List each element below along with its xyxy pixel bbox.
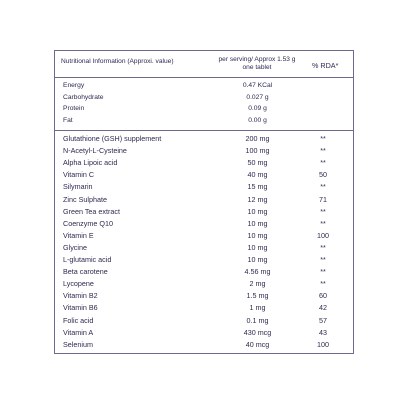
- nutrient-name: Beta carotene: [63, 267, 108, 277]
- nutrient-name: Protein: [63, 105, 85, 112]
- nutrient-name: Energy: [63, 82, 85, 89]
- nutrient-rda: **: [320, 267, 326, 277]
- nutrient-name: Glycine: [63, 242, 87, 252]
- nutrient-rda: 43: [319, 327, 327, 337]
- table-row: [55, 145, 353, 157]
- nutrient-rda: 42: [319, 303, 327, 313]
- nutrient-name: Glutathione (GSH) supplement: [63, 134, 162, 143]
- nutrient-rda: **: [320, 134, 326, 143]
- nutrient-amount: 1 mg: [249, 303, 266, 313]
- nutrient-rda: **: [320, 182, 326, 192]
- nutrient-amount: 200 mg: [245, 134, 270, 143]
- nutrient-name: N-Acetyl-L-Cysteine: [63, 146, 127, 156]
- table-row: [55, 242, 353, 254]
- nutrient-amount: 40 mcg: [245, 339, 270, 349]
- nutrient-rda: 100: [317, 339, 329, 349]
- table-row: [55, 181, 353, 193]
- nutrient-amount: 10 mg: [247, 242, 268, 252]
- nutrient-amount: 0.00 g: [248, 116, 267, 124]
- table-row: [55, 278, 353, 290]
- nutrient-name: Silymarin: [63, 182, 93, 192]
- header-serving-line2: one tablet: [242, 63, 272, 71]
- nutrient-amount: 10 mg: [247, 230, 268, 240]
- nutrient-name: L-glutamic acid: [63, 255, 112, 264]
- table-row: [55, 133, 353, 145]
- nutrient-amount: 1.5 mg: [246, 291, 269, 301]
- nutrient-name: Green Tea extract: [63, 206, 120, 216]
- nutrient-rda: 50: [319, 170, 327, 180]
- nutrient-name: Vitamin C: [63, 170, 95, 180]
- table-row: [55, 315, 353, 327]
- nutrient-amount: 2 mg: [249, 279, 266, 289]
- nutrient-rda: 57: [319, 315, 327, 325]
- nutrition-table: [54, 50, 354, 354]
- nutrient-amount: 12 mg: [247, 194, 268, 204]
- nutrient-rda: **: [320, 242, 326, 252]
- table-header: [55, 51, 353, 78]
- nutrient-name: Fat: [63, 116, 73, 124]
- nutrient-name: Selenium: [63, 339, 93, 349]
- nutrient-amount: 4.56 mg: [244, 267, 271, 277]
- nutrient-name: Lycopene: [63, 279, 94, 289]
- nutrient-rda: **: [320, 218, 326, 228]
- table-row: [55, 104, 353, 116]
- header-serving: [213, 56, 301, 71]
- nutrient-rda: **: [320, 158, 326, 168]
- nutrient-name: Vitamin B2: [63, 291, 98, 301]
- nutrient-amount: 10 mg: [247, 206, 268, 216]
- nutrient-name: Alpha Lipoic acid: [63, 158, 118, 168]
- header-serving-line1: per serving/ Approx 1.53 g: [218, 56, 296, 63]
- table-row: [55, 290, 353, 302]
- nutrient-name: Zinc Sulphate: [63, 194, 107, 204]
- nutrient-rda: **: [320, 279, 326, 289]
- table-row: [55, 302, 353, 314]
- nutrient-amount: 10 mg: [247, 255, 268, 264]
- nutrient-name: Coenzyme Q10: [63, 218, 113, 228]
- table-row: [55, 339, 353, 351]
- nutrient-rda: **: [320, 255, 326, 264]
- table-row: [55, 116, 353, 128]
- table-row: [55, 206, 353, 218]
- nutrient-name: Vitamin B6: [63, 303, 98, 313]
- table-row: [55, 327, 353, 339]
- nutrient-rda: **: [320, 146, 326, 156]
- table-row: [55, 218, 353, 230]
- table-row: [55, 93, 353, 105]
- nutrient-rda: 60: [319, 291, 327, 301]
- table-row: [55, 81, 353, 93]
- table-row: [55, 266, 353, 278]
- nutrient-amount: 0.027 g: [246, 93, 269, 101]
- nutrient-amount: 0.47 KCal: [242, 82, 273, 89]
- macros-section: [55, 78, 353, 131]
- table-row: [55, 169, 353, 181]
- nutrient-name: Folic acid: [63, 315, 94, 325]
- header-nutrient-name: Nutritional Information (Approxi. value): [61, 58, 174, 65]
- table-row: [55, 254, 353, 266]
- nutrient-amount: 100 mg: [245, 146, 270, 156]
- nutrient-name: Vitamin E: [63, 230, 94, 240]
- nutrient-amount: 430 mcg: [243, 327, 272, 337]
- nutrient-amount: 0.1 mg: [246, 315, 269, 325]
- table-row: [55, 194, 353, 206]
- nutrient-name: Carbohydrate: [63, 93, 104, 101]
- nutrient-amount: 40 mg: [247, 170, 268, 180]
- nutrient-rda: 100: [317, 230, 329, 240]
- nutrients-section: [55, 131, 353, 354]
- nutrient-amount: 10 mg: [247, 218, 268, 228]
- nutrient-amount: 15 mg: [247, 182, 268, 192]
- nutrient-amount: 50 mg: [247, 158, 268, 168]
- nutrient-amount: 0.09 g: [248, 105, 267, 112]
- nutrient-name: Vitamin A: [63, 327, 94, 337]
- table-row: [55, 230, 353, 242]
- nutrient-rda: **: [320, 206, 326, 216]
- table-row: [55, 157, 353, 169]
- header-rda: % RDA*: [312, 61, 339, 70]
- nutrient-rda: 71: [319, 194, 327, 204]
